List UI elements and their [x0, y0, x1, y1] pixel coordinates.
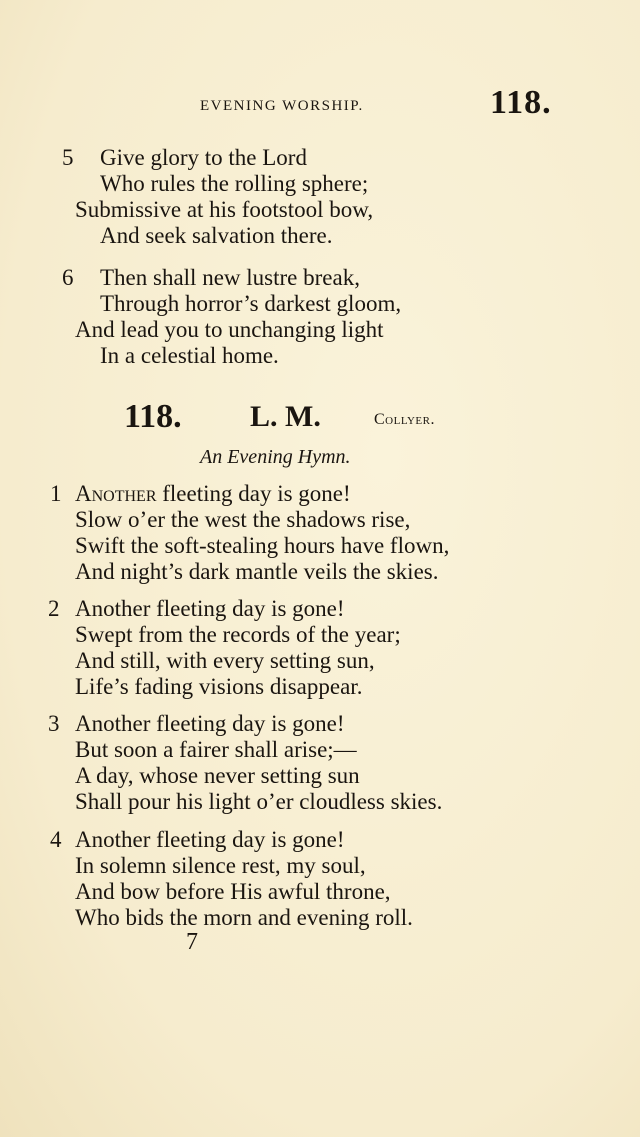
stanza-number: 4 [50, 827, 62, 852]
verse-line: Submissive at his footstool bow, [75, 197, 374, 222]
stanza-number: 6 [62, 265, 74, 290]
verse-line: Through horror’s darkest gloom, [100, 291, 402, 316]
verse-line: In solemn silence rest, my soul, [75, 853, 366, 878]
verse-line: Another fleeting day is gone! [75, 711, 345, 736]
verse-line [75, 481, 351, 507]
verse-line: Who rules the rolling sphere; [100, 171, 369, 196]
verse-line: In a celestial home. [100, 343, 279, 368]
stanza-number: 2 [48, 596, 60, 621]
verse-line: And seek salvation there. [100, 223, 333, 248]
verse-line: And bow before His awful throne, [75, 879, 391, 904]
stanza-number: 5 [62, 145, 74, 170]
verse-line: Give glory to the Lord [100, 145, 307, 170]
hymn-composer: Collyer. [374, 411, 435, 428]
verse-line: And still, with every setting sun, [75, 648, 375, 673]
verse-line: Shall pour his light o’er cloudless skies. [75, 789, 443, 814]
page-number: 118. [490, 84, 552, 121]
hymn-meter: L. M. [250, 400, 321, 433]
verse-line-rest: fleeting day is gone! [156, 481, 351, 506]
stanza-number: 1 [50, 481, 62, 506]
first-word: Another [75, 481, 157, 506]
verse-line: Who bids the morn and evening roll. [75, 905, 413, 930]
verse-line: Slow o’er the west the shadows rise, [75, 507, 411, 532]
verse-line: Life’s fading visions disappear. [75, 674, 363, 699]
verse-line: A day, whose never setting sun [75, 763, 360, 788]
hymn-number: 118. [124, 398, 182, 435]
stanza-number: 3 [48, 711, 60, 736]
verse-line: Another fleeting day is gone! [75, 827, 345, 852]
verse-line: And lead you to unchanging light [75, 317, 384, 342]
verse-line: Swift the soft-stealing hours have flown, [75, 533, 450, 558]
hymn-title: An Evening Hymn. [200, 446, 351, 468]
verse-line: Another fleeting day is gone! [75, 596, 345, 621]
verse-line: But soon a fairer shall arise;— [75, 737, 357, 762]
verse-line: Then shall new lustre break, [100, 265, 360, 290]
signature-mark: 7 [186, 929, 198, 955]
verse-line: Swept from the records of the year; [75, 622, 401, 647]
verse-line: And night’s dark mantle veils the skies. [75, 559, 439, 584]
running-title: EVENING WORSHIP. [200, 98, 364, 114]
